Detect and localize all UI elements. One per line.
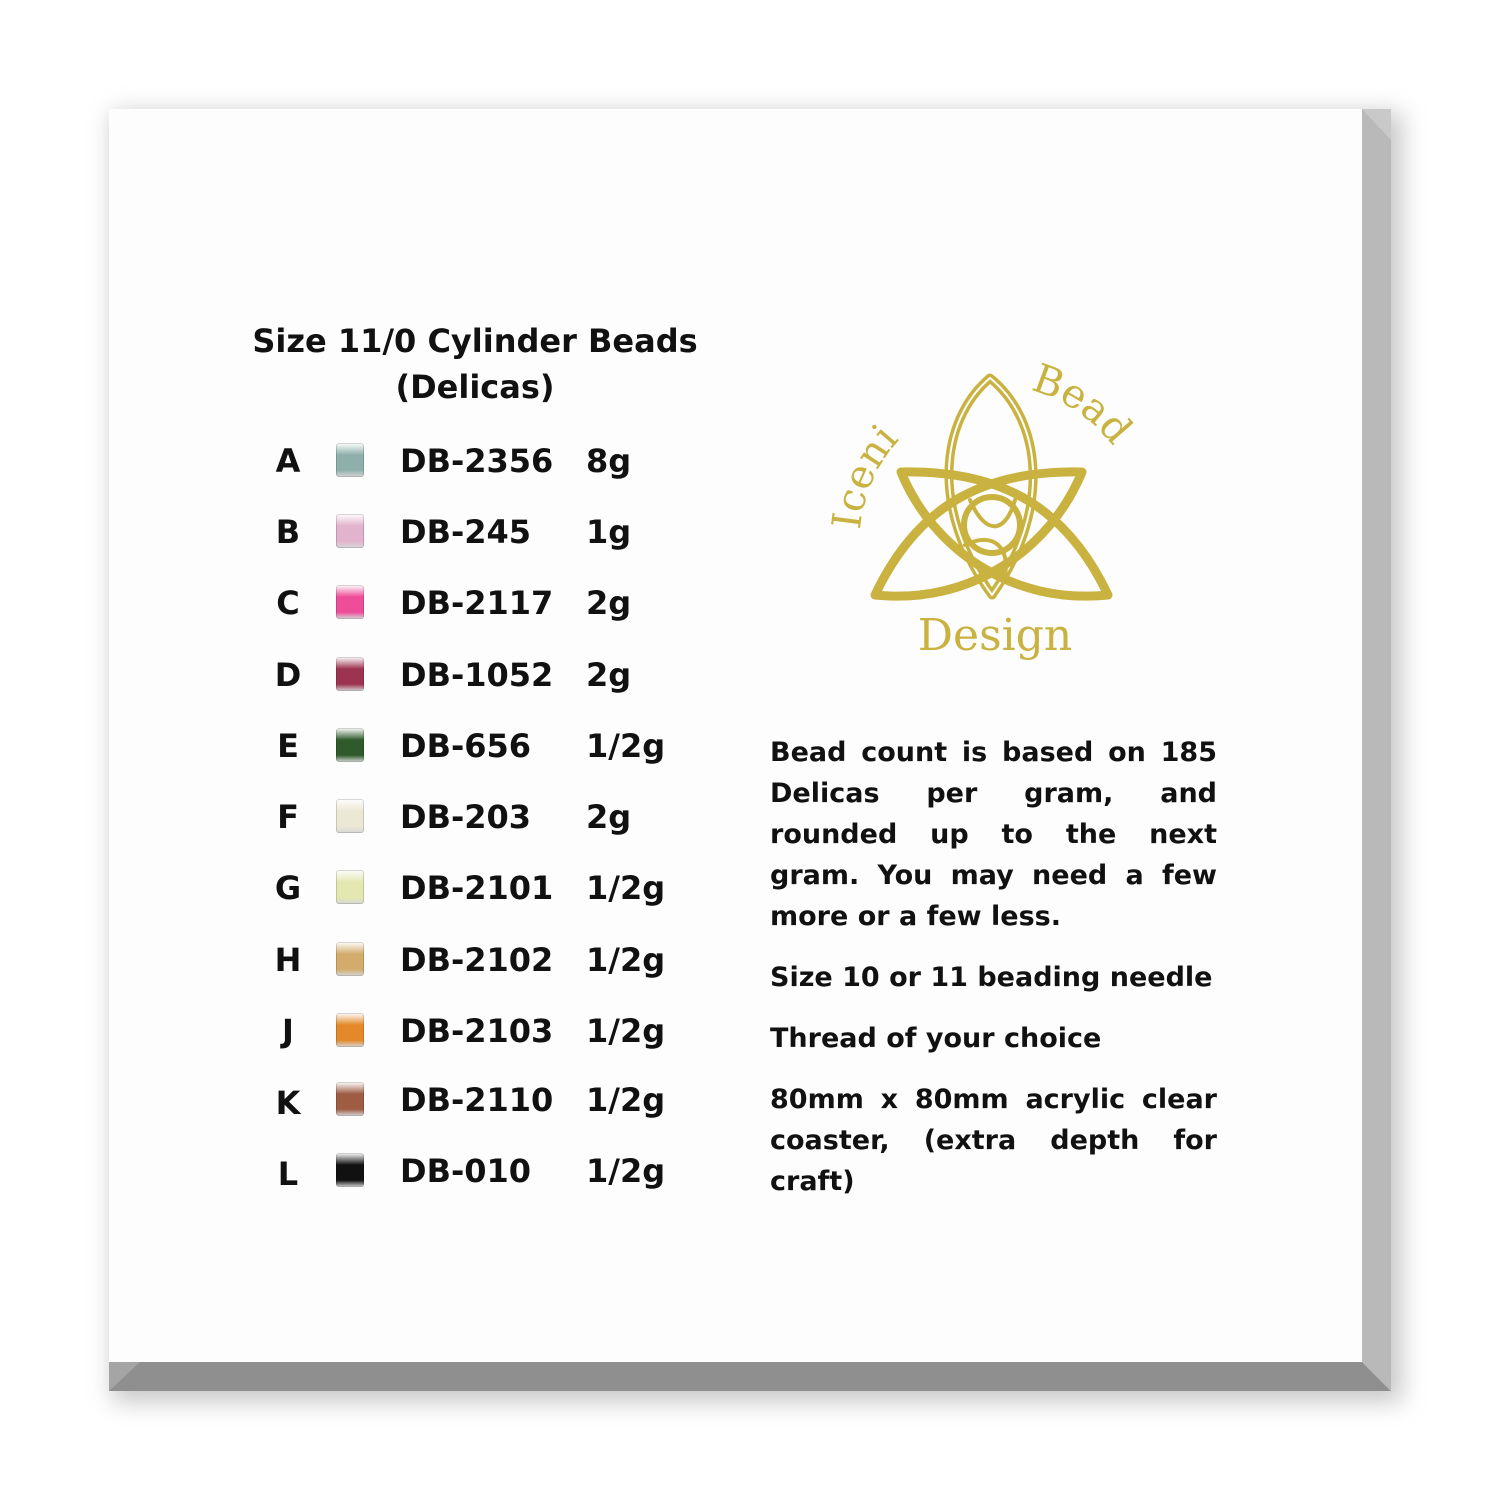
logo-word-bead: Bead [1026, 360, 1141, 453]
bead-row [0, 863, 700, 913]
bead-letter: G [274, 869, 302, 907]
bead-code: DB-203 [400, 798, 532, 836]
bead-swatch [336, 514, 364, 548]
bead-row [0, 792, 700, 842]
bead-count-note: Bead count is based on 185 Delicas per gram, and rounded up to the next gram. You may need a few more or a few less. [770, 737, 1217, 932]
bead-row [0, 935, 700, 985]
bead-list-title [250, 318, 700, 410]
logo-word-iceni: Iceni [824, 416, 908, 532]
needle-note: Size 10 or 11 beading needle [770, 962, 1213, 993]
bead-letter: J [282, 1012, 294, 1050]
title-line-1: Size 11/0 Cylinder Beads [252, 322, 698, 360]
bead-letter: C [276, 584, 300, 622]
bead-swatch [336, 1153, 364, 1187]
bead-letter: B [275, 513, 301, 551]
bead-code: DB-2356 [400, 442, 554, 480]
bead-code: DB-2117 [400, 584, 554, 622]
bead-letter: E [277, 727, 299, 765]
bead-code: DB-656 [400, 727, 532, 765]
bead-row [0, 721, 700, 771]
bead-code: DB-2110 [400, 1081, 554, 1119]
bead-quantity: 1/2g [586, 869, 666, 907]
bead-quantity: 2g [586, 798, 632, 836]
bead-row [0, 1006, 700, 1056]
supply-notes [770, 732, 1217, 1222]
bead-quantity: 1g [586, 513, 632, 551]
bead-letter: D [274, 656, 302, 694]
title-line-2: (Delicas) [395, 368, 555, 406]
bead-swatch [336, 942, 364, 976]
coaster-note: 80mm x 80mm acrylic clear coaster, (extra depth for craft) [770, 1084, 1217, 1197]
bead-swatch [336, 585, 364, 619]
bead-code: DB-1052 [400, 656, 554, 694]
logo-word-design: Design [917, 610, 1073, 661]
bead-quantity: 2g [586, 584, 632, 622]
bead-letter: H [274, 941, 302, 979]
bead-swatch [336, 657, 364, 691]
bead-row [0, 436, 700, 486]
bead-quantity: 1/2g [586, 1152, 666, 1190]
bead-swatch [336, 1082, 364, 1116]
bead-row [0, 578, 700, 628]
bead-letter: L [277, 1155, 299, 1193]
iceni-bead-design-logo [820, 360, 1170, 680]
bead-row [0, 507, 700, 557]
bead-code: DB-2103 [400, 1012, 554, 1050]
bead-quantity: 8g [586, 442, 632, 480]
bead-swatch [336, 443, 364, 477]
bead-code: DB-2102 [400, 941, 554, 979]
bead-letter: F [277, 798, 299, 836]
bead-quantity: 1/2g [586, 941, 666, 979]
bead-swatch [336, 870, 364, 904]
bead-quantity: 1/2g [586, 727, 666, 765]
bead-quantity: 1/2g [586, 1012, 666, 1050]
bead-quantity: 2g [586, 656, 632, 694]
bead-swatch [336, 1013, 364, 1047]
bead-row [0, 1075, 700, 1125]
thread-note: Thread of your choice [770, 1023, 1102, 1054]
bead-code: DB-2101 [400, 869, 554, 907]
bead-letter: K [275, 1084, 301, 1122]
bead-row [0, 1146, 700, 1196]
bead-quantity: 1/2g [586, 1081, 666, 1119]
bead-row [0, 650, 700, 700]
bead-swatch [336, 728, 364, 762]
bead-code: DB-010 [400, 1152, 532, 1190]
bead-code: DB-245 [400, 513, 532, 551]
bead-swatch [336, 799, 364, 833]
bead-letter: A [275, 442, 301, 480]
